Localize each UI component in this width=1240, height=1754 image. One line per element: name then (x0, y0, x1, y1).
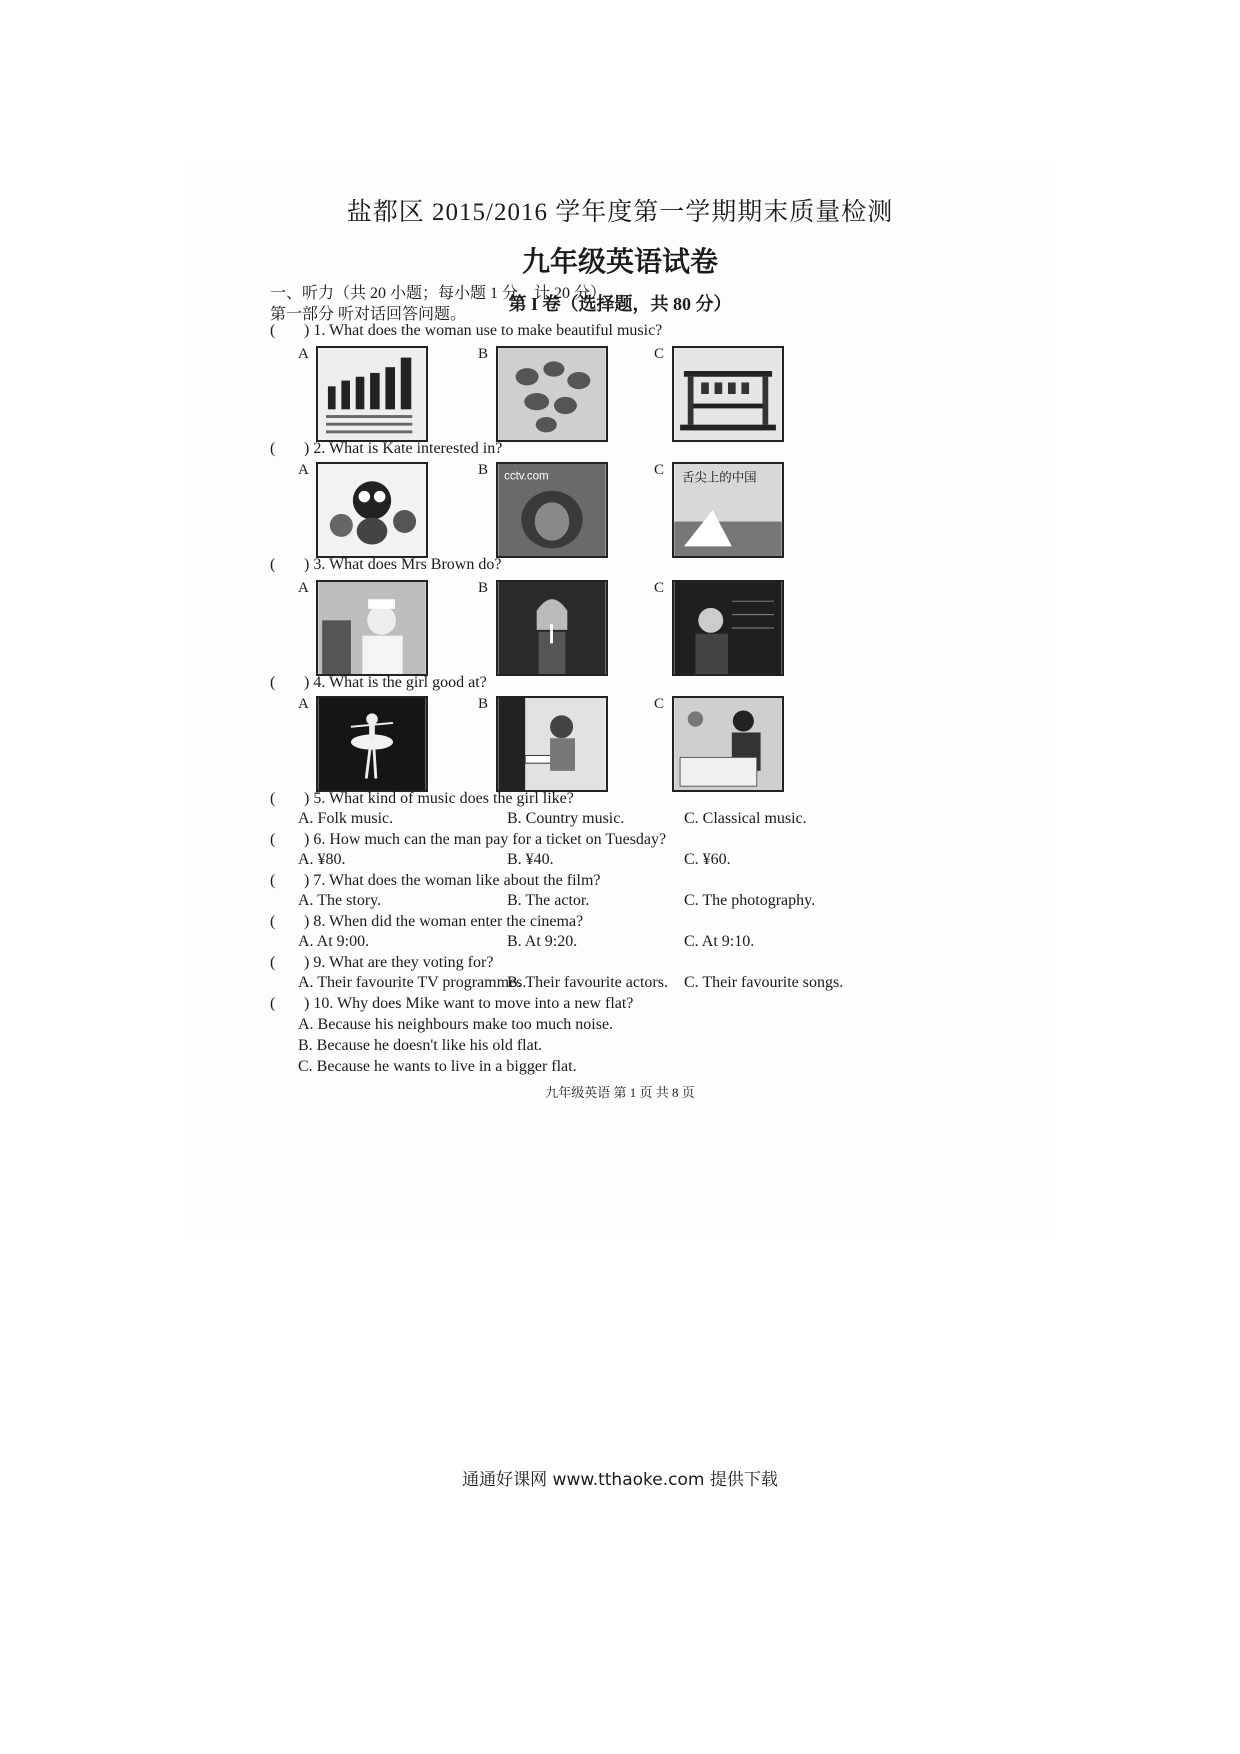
question-4 (270, 674, 487, 692)
question-text: ) 9. What are they voting for? (304, 954, 494, 971)
chime-bells-image[interactable] (672, 346, 784, 442)
option-c[interactable]: C. Because he wants to live in a bigger flat. (298, 1058, 577, 1075)
answer-blank[interactable]: ( (270, 872, 276, 889)
option-letter: C (654, 346, 665, 362)
option-letter: B (478, 696, 489, 712)
painting-image[interactable] (672, 696, 784, 792)
answer-blank[interactable]: ( (270, 954, 276, 971)
answer-blank[interactable]: ( (270, 440, 276, 457)
option-c[interactable]: C. ¥60. (684, 851, 731, 868)
option-letter: B (478, 346, 489, 362)
question-text: ) 7. What does the woman like about the film? (304, 872, 601, 889)
question-2 (270, 440, 502, 458)
question-10 (270, 995, 633, 1013)
option-letter: B (478, 580, 489, 596)
download-source-line: 通通好课网 www.tthaoke.com 提供下载 (462, 1470, 778, 1490)
cctv-lion-image[interactable] (496, 462, 608, 558)
ballet-image[interactable] (316, 696, 428, 792)
option-letter: C (654, 580, 665, 596)
option-b[interactable]: B. The actor. (507, 892, 590, 909)
question-text: ) 6. How much can the man pay for a ticket on Tuesday? (304, 831, 667, 848)
volume-heading: 第 I 卷（选择题，共 80 分） (508, 294, 732, 314)
question-text: ) 1. What does the woman use to make beautiful music? (304, 322, 663, 339)
option-a[interactable]: A. Their favourite TV programmes. (298, 974, 527, 991)
option-a[interactable]: A. Folk music. (298, 810, 394, 827)
question-8 (270, 913, 583, 931)
option-a[interactable]: A. ¥80. (298, 851, 346, 868)
option-letter: A (298, 462, 309, 478)
singer-image[interactable] (496, 580, 608, 676)
nurse-image[interactable] (316, 580, 428, 676)
question-1 (270, 322, 662, 340)
option-b[interactable]: B. Their favourite actors. (507, 974, 668, 991)
answer-blank[interactable]: ( (270, 556, 276, 573)
page-footer: 九年级英语 第 1 页 共 8 页 (545, 1085, 695, 1100)
option-c[interactable]: C. At 9:10. (684, 933, 755, 950)
question-text: ) 3. What does Mrs Brown do? (304, 556, 502, 573)
option-b[interactable]: B. Country music. (507, 810, 625, 827)
question-text: ) 4. What is the girl good at? (304, 674, 487, 691)
part-heading: 第一部分 听对话回答问题。 (270, 306, 467, 323)
stones-image[interactable] (496, 346, 608, 442)
option-c[interactable]: C. Classical music. (684, 810, 807, 827)
exam-title: 盐都区 2015/2016 学年度第一学期期末质量检测 (346, 199, 894, 226)
option-a[interactable]: A. At 9:00. (298, 933, 370, 950)
answer-blank[interactable]: ( (270, 913, 276, 930)
question-5 (270, 790, 574, 808)
cctv-logo-text: cctv.com (504, 470, 549, 483)
question-6 (270, 831, 666, 849)
option-a[interactable]: A. Because his neighbours make too much noise. (298, 1016, 614, 1033)
option-c[interactable]: C. Their favourite songs. (684, 974, 844, 991)
answer-blank[interactable]: ( (270, 322, 276, 339)
question-7 (270, 872, 601, 890)
teacher-image[interactable] (672, 580, 784, 676)
piano-image[interactable] (496, 696, 608, 792)
question-3 (270, 556, 501, 574)
option-b[interactable]: B. ¥40. (507, 851, 554, 868)
exam-page (190, 160, 1050, 1240)
question-text: ) 2. What is Kate interested in? (304, 440, 503, 457)
option-letter: A (298, 580, 309, 596)
answer-blank[interactable]: ( (270, 995, 276, 1012)
exam-subtitle: 九年级英语试卷 (521, 247, 718, 278)
cartoon-image[interactable] (316, 462, 428, 558)
option-letter: A (298, 346, 309, 362)
answer-blank[interactable]: ( (270, 831, 276, 848)
section-heading: 一、听力（共 20 小题；每小题 1 分，计 20 分） (270, 285, 607, 302)
option-c[interactable]: C. The photography. (684, 892, 816, 909)
option-letter: B (478, 462, 489, 478)
option-a[interactable]: A. The story. (298, 892, 382, 909)
option-letter: C (654, 696, 665, 712)
answer-blank[interactable]: ( (270, 674, 276, 691)
question-9 (270, 954, 493, 972)
option-b[interactable]: B. Because he doesn't like his old flat. (298, 1037, 543, 1054)
option-letter: A (298, 696, 309, 712)
documentary-poster-image[interactable] (672, 462, 784, 558)
question-text: ) 5. What kind of music does the girl like? (304, 790, 574, 807)
answer-blank[interactable]: ( (270, 790, 276, 807)
bottles-image[interactable] (316, 346, 428, 442)
poster-title-text: 舌尖上的中国 (682, 469, 757, 485)
option-letter: C (654, 462, 665, 478)
question-text: ) 8. When did the woman enter the cinema? (304, 913, 584, 930)
question-text: ) 10. Why does Mike want to move into a new flat? (304, 995, 634, 1012)
option-b[interactable]: B. At 9:20. (507, 933, 578, 950)
